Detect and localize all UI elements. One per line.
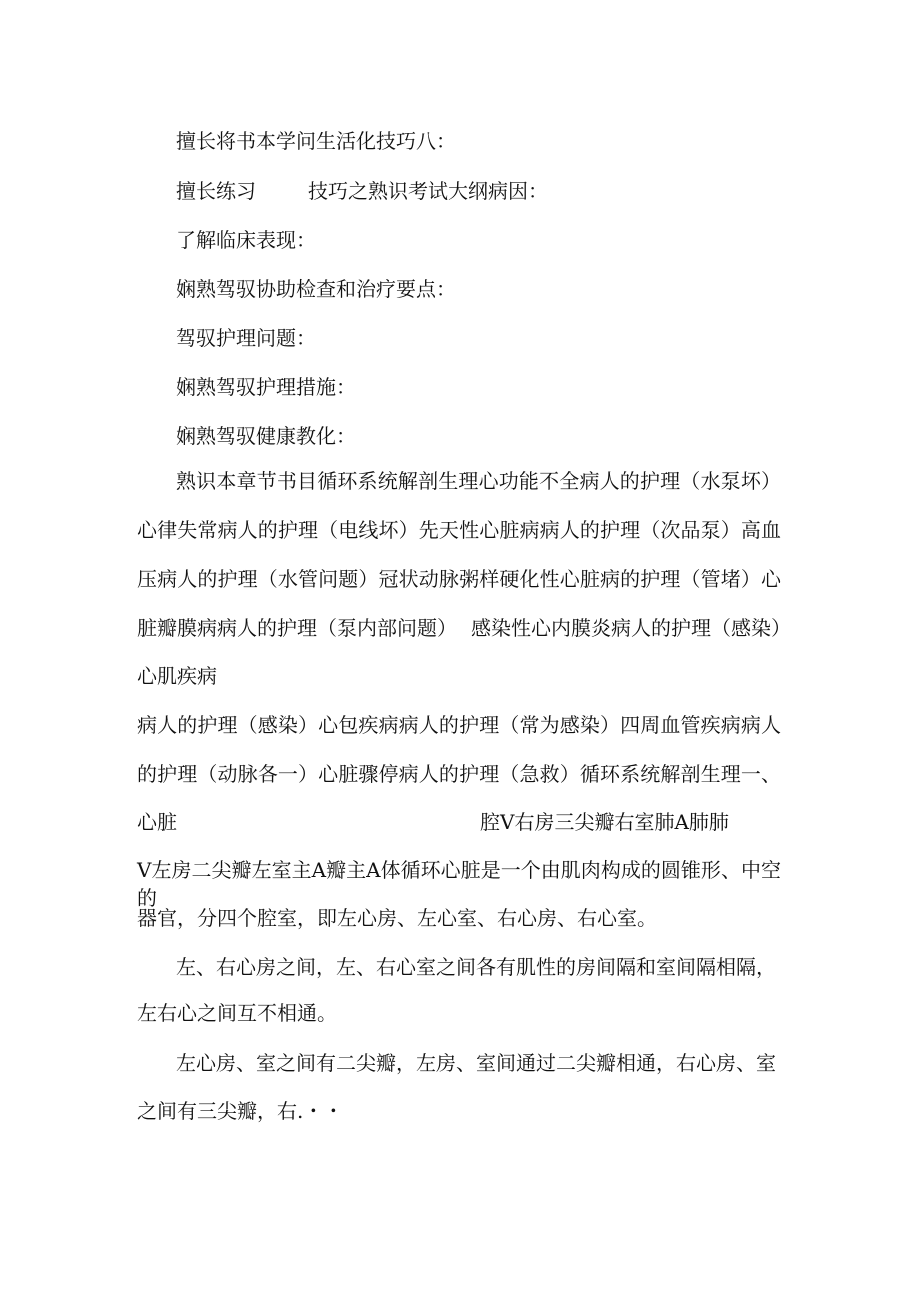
text-line: 腔V右房三尖瓣右室肺A肺肺 xyxy=(480,810,729,834)
text-line: 病人的护理（感染）心包疾病病人的护理（常为感染）四周血管疾病病人 xyxy=(137,713,781,737)
text-line: 器官，分四个腔室，即左心房、左心室、右心房、右心室。 xyxy=(137,906,657,930)
text-line: 之间有三尖瓣，右.・・ xyxy=(137,1099,344,1123)
text-line xyxy=(137,614,791,642)
text-line: 娴熟驾驭协助检查和治疗要点： xyxy=(176,277,456,301)
text-line: V左房二尖瓣左室主A瓣主A体循环心脏是一个由肌肉构成的圆锥形、中空的 xyxy=(137,858,781,910)
text-line: 擅长将书本学问生活化技巧八： xyxy=(176,129,456,153)
text-line: 心脏 xyxy=(137,810,177,834)
text-line xyxy=(176,177,548,205)
text-segment: 技巧之熟识考试大纲病因： xyxy=(308,179,548,203)
text-line: 熟识本章节书目循环系统解剖生理心功能不全病人的护理（水泵坏） xyxy=(176,469,781,493)
text-segment: 感染性心内膜炎病人的护理（感染） xyxy=(471,616,791,640)
text-line: 左、右心房之间，左、右心室之间各有肌性的房间隔和室间隔相隔， xyxy=(176,955,776,979)
text-line: 的护理（动脉各一）心脏骤停病人的护理（急救）循环系统解剖生理一、 xyxy=(137,762,781,786)
text-line: 娴熟驾驭健康教化： xyxy=(176,424,356,448)
text-line: 左右心之间互不相通。 xyxy=(137,1001,337,1025)
text-line: 驾驭护理问题： xyxy=(176,326,316,350)
text-line: 压病人的护理（水管问题）冠状动脉粥样硬化性心脏病的护理（管堵）心 xyxy=(137,567,781,591)
text-line: 娴熟驾驭护理措施： xyxy=(176,375,356,399)
text-segment: 脏瓣膜病病人的护理（泵内部问题） xyxy=(137,616,457,640)
text-line: 心律失常病人的护理（电线坏）先天性心脏病病人的护理（次品泵）高血 xyxy=(137,518,781,542)
text-line: 心肌疾病 xyxy=(137,664,217,688)
text-line: 左心房、室之间有二尖瓣，左房、室间通过二尖瓣相通，右心房、室 xyxy=(176,1051,776,1075)
text-line: 了解临床表现： xyxy=(176,228,316,252)
text-segment: 擅长练习 xyxy=(176,179,256,203)
